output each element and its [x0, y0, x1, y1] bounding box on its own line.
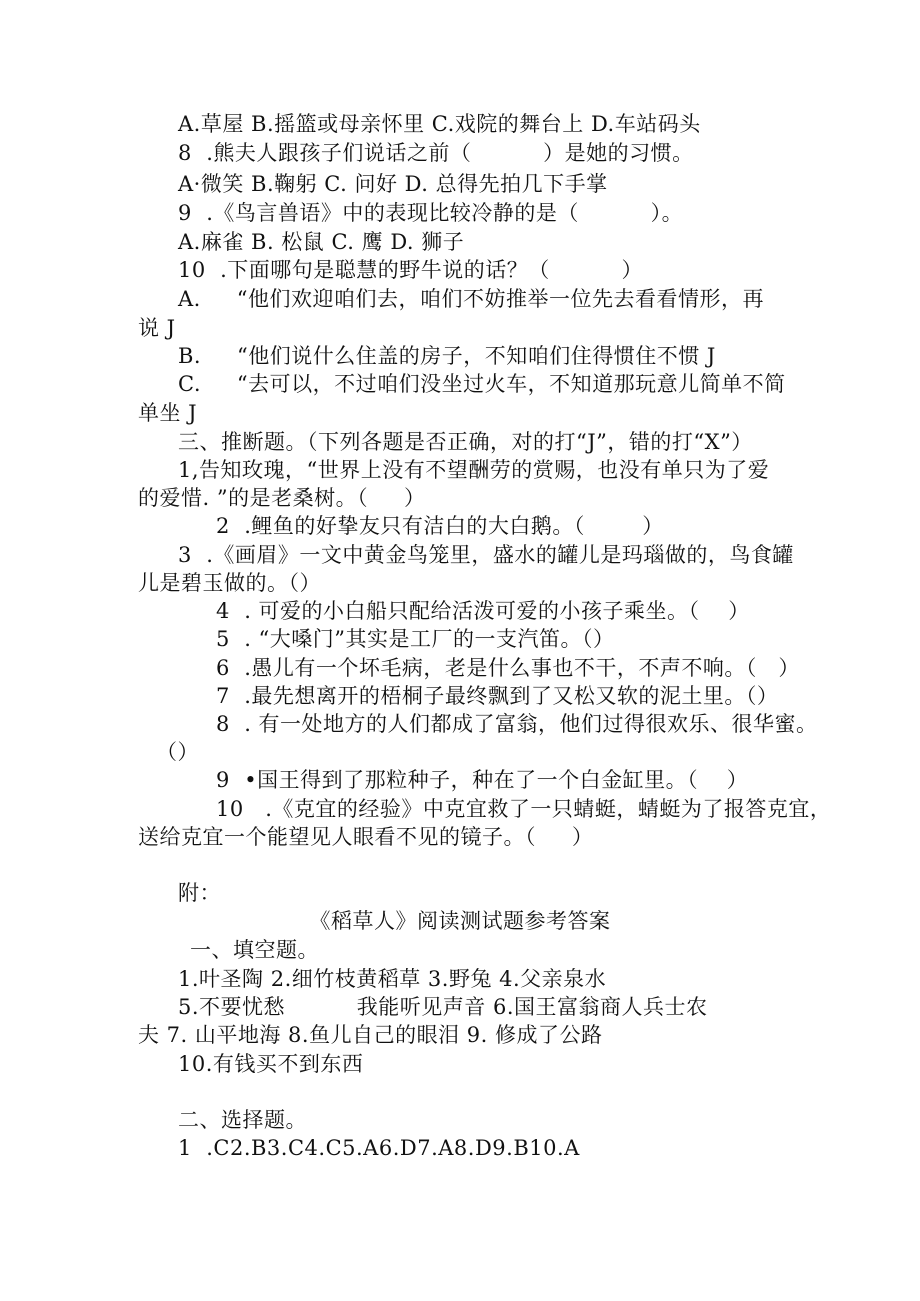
section3-heading: 三、推断题。（下列各题是否正确，对的打“J”，错的打“X”）: [178, 430, 753, 454]
judge-4: 4 . 可爱的小白船只配给活泼可爱的小孩子乘坐。（ ）: [216, 599, 750, 623]
q10-option-c-line2: 单坐 J: [138, 401, 198, 425]
q10-option-c-line1: C. “去可以，不过咱们没坐过火车，不知道那玩意儿简单不简: [178, 372, 786, 396]
answer-title: 《稻草人》阅读测试题参考答案: [309, 909, 611, 933]
appendix-label: 附：: [178, 881, 221, 905]
answer-1-line4: 10.有钱买不到东西: [178, 1052, 364, 1076]
judge-3-line2: 儿是碧玉做的。（）: [138, 571, 321, 595]
judge-10-line1: 10 .《克宜的经验》中克宜救了一只蜻蜓，蜻蜓为了报答克宜，: [216, 797, 832, 821]
judge-2: 2 .鲤鱼的好挚友只有洁白的大白鹅。（ ）: [216, 514, 664, 538]
answer-1-line3: 夫 7. 山平地海 8.鱼儿自己的眼泪 9. 修成了公路: [138, 1023, 603, 1047]
judge-1-line1: 1,告知玫瑰，“世界上没有不望酬劳的赏赐，也没有单只为了爱: [178, 458, 770, 482]
q10-option-a-line2: 说 J: [138, 316, 176, 340]
judge-9: 9 •国王得到了那粒种子，种在了一个白金缸里。（ ）: [216, 768, 749, 792]
q8-question: 8 .熊夫人跟孩子们说话之前（ ）是她的习惯。: [178, 141, 694, 165]
judge-7: 7 .最先想离开的梧桐子最终飘到了又松又软的泥土里。（）: [216, 684, 779, 708]
q9-question: 9 .《鸟言兽语》中的表现比较冷静的是（ ）。: [178, 201, 684, 225]
q9-options: A.麻雀 B. 松鼠 C. 鹰 D. 狮子: [178, 230, 465, 254]
judge-5: 5 . “大嗓门”其实是工厂的一支汽笛。（）: [216, 627, 615, 651]
q10-option-b: B. “他们说什么住盖的房子，不知咱们住得惯住不惯 J: [178, 344, 716, 368]
judge-8-line2: （）: [156, 740, 199, 764]
q8-options: A·微笑 B.鞠躬 C. 问好 D. 总得先拍几下手掌: [178, 172, 608, 196]
q7-options: A.草屋 B.摇篮或母亲怀里 C.戏院的舞台上 D.车站码头: [178, 112, 701, 136]
q10-option-a-line1: A. “他们欢迎咱们去，咱们不妨推举一位先去看看情形，再: [178, 287, 764, 311]
judge-10-line2: 送给克宜一个能望见人眼看不见的镜子。（ ）: [138, 825, 594, 849]
judge-1-line2: 的爱惜. ”的是老桑树。（ ）: [138, 486, 426, 510]
answer-section-2-heading: 二、选择题。: [178, 1108, 307, 1132]
answer-1-line1: 1.叶圣陶 2.细竹枝黄稻草 3.野兔 4.父亲泉水: [178, 967, 607, 991]
judge-3-line1: 3 .《画眉》一文中黄金鸟笼里，盛水的罐儿是玛瑙做的，鸟食罐: [178, 543, 794, 567]
answer-section-1-heading: 一、填空题。: [190, 938, 319, 962]
answer-2-line1: 1 .C2.B3.C4.C5.A6.D7.A8.D9.B10.A: [178, 1136, 580, 1160]
q10-question: 10 .下面哪句是聪慧的野牛说的话？（ ）: [178, 258, 643, 282]
judge-6: 6 .愚儿有一个坏毛病，老是什么事也不干，不声不响。（ ）: [216, 656, 800, 680]
judge-8-line1: 8 . 有一处地方的人们都成了富翁，他们过得很欢乐、很华蜜。: [216, 712, 818, 736]
answer-1-line2: 5.不要忧愁 我能听见声音 6.国王富翁商人兵士农: [178, 995, 708, 1019]
